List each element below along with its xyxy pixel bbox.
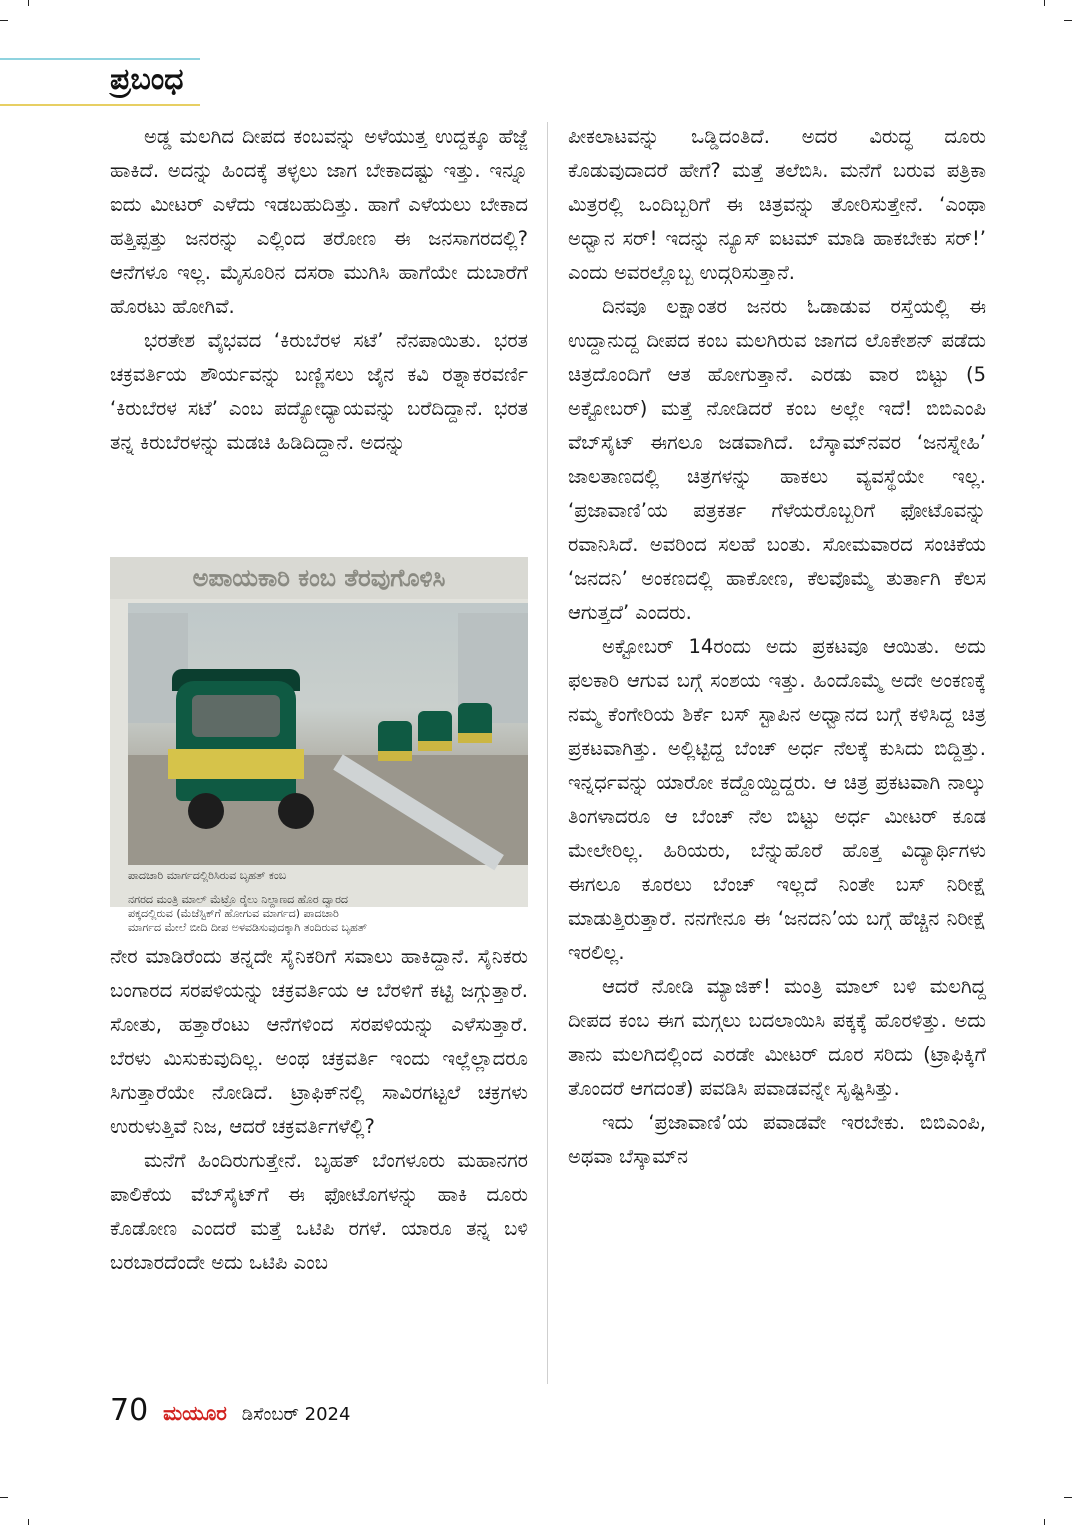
clipping-caption xyxy=(128,869,524,935)
auto-rickshaw xyxy=(458,703,492,743)
header-rule-bottom xyxy=(0,104,200,106)
issue-date: ಡಿಸೆಂಬರ್ 2024 xyxy=(241,1404,351,1425)
crop-mark xyxy=(1044,1519,1045,1525)
page-number: 70 xyxy=(110,1393,149,1428)
right-column xyxy=(568,120,986,1174)
auto-rickshaw xyxy=(418,711,452,751)
clipping-headline: ಅಪಾಯಕಾರಿ ಕಂಬ ತೆರವುಗೊಳಿಸಿ xyxy=(110,557,528,599)
crop-mark xyxy=(1044,0,1045,6)
paragraph: ನೇರ ಮಾಡಿರೆಂದು ತನ್ನದೇ ಸೈನಿಕರಿಗೆ ಸವಾಲು ಹಾಕಿದ್ದಾನೆ. ಸೈನಿಕರು ಬಂಗಾರದ ಸರಪಳಿಯನ್ನು ಚಕ್ರವರ್ತಿಯ ಆ ಬೆರಳಿಗೆ ಕಟ್ಟಿ ಜಗ್ಗುತ್ತಾರೆ. ಸೋತು, ಹತ್ತಾರೆಂಟು ಆನೆಗಳಿಂದ ಸರಪಳಿಯನ್ನು ಎಳೆಸುತ್ತಾರೆ. ಬೆರಳು ಮಿಸುಕುವುದಿಲ್ಲ. ಅಂಥ ಚಕ್ರವರ್ತಿ ಇಂದು ಇಲ್ಲೆಲ್ಲಾದರೂ ಸಿಗುತ್ತಾರೆಯೇ ನೋಡಿದೆ. ಟ್ರಾಫಿಕ್‌ನಲ್ಲಿ ಸಾವಿರಗಟ್ಟಲೆ ಚಕ್ರಗಳು ಉರುಳುತ್ತಿವೆ ನಿಜ, ಆದರೆ ಚಕ್ರವರ್ತಿಗಳೆಲ್ಲಿ? xyxy=(110,945,528,1138)
header-rule-top xyxy=(0,58,200,60)
street-photo xyxy=(128,603,528,865)
column-divider xyxy=(547,122,548,1384)
newspaper-clipping xyxy=(110,557,528,934)
caption-line: ಪಕ್ಕದಲ್ಲಿರುವ (ಮೆಜೆಸ್ಟಿಕ್‌ಗೆ ಹೋಗುವ ಮಾರ್ಗದ) ಪಾದಚಾರಿ xyxy=(128,907,339,920)
auto-rickshaw xyxy=(378,721,412,761)
caption-line: ಪಾದಚಾರಿ ಮಾರ್ಗದಲ್ಲಿರಿಸಿರುವ ಬೃಹತ್ ಕಂಬ xyxy=(128,869,287,882)
caption-line: ನಗರದ ಮಂತ್ರಿ ಮಾಲ್ ಮೆಟ್ರೊ ರೈಲು ನಿಲ್ದಾಣದ ಹೊರ ದ್ವಾರದ xyxy=(128,893,349,906)
left-column-continued xyxy=(110,940,528,1280)
paragraph: ಮನೆಗೆ ಹಿಂದಿರುಗುತ್ತೇನೆ. ಬೃಹತ್ ಬೆಂಗಳೂರು ಮಹಾನಗರ ಪಾಲಿಕೆಯ ವೆಬ್‌ಸೈಟ್‌ಗೆ ಈ ಫೋಟೊಗಳನ್ನು ಹಾಕಿ ದೂರು ಕೊಡೋಣ ಎಂದರೆ ಮತ್ತೆ ಒಟಿಪಿ ರಗಳೆ. ಯಾರೂ ತನ್ನ ಬಳಿ ಬರಬಾರದೆಂದೇ ಅದು ಒಟಿಪಿ ಎಂಬ xyxy=(110,1149,528,1274)
paragraph: ದಿನವೂ ಲಕ್ಷಾಂತರ ಜನರು ಓಡಾಡುವ ರಸ್ತೆಯಲ್ಲಿ ಈ ಉದ್ದಾನುದ್ದ ದೀಪದ ಕಂಬ ಮಲಗಿರುವ ಜಾಗದ ಲೊಕೇಶನ್ ಪಡೆದು ಚಿತ್ರದೊಂದಿಗೆ ಆತ ಹೋಗುತ್ತಾನೆ. ಎರಡು ವಾರ ಬಿಟ್ಟು (5 ಅಕ್ಟೋಬರ್) ಮತ್ತೆ ನೋಡಿದರೆ ಕಂಬ ಅಲ್ಲೇ ಇದೆ! ಬಿಬಿಎಂಪಿ ವೆಬ್‌ಸೈಟ್ ಈಗಲೂ ಜಡವಾಗಿದೆ. ಬೆಸ್ಕಾಮ್‌ನವರ ‘ಜನಸ್ನೇಹಿ’ ಜಾಲತಾಣದಲ್ಲಿ ಚಿತ್ರಗಳನ್ನು ಹಾಕಲು ವ್ಯವಸ್ಥೆಯೇ ಇಲ್ಲ. ‘ಪ್ರಜಾವಾಣಿ’ಯ ಪತ್ರಕರ್ತ ಗೆಳೆಯರೊಬ್ಬರಿಗೆ ಫೋಟೊವನ್ನು ರವಾನಿಸಿದೆ. ಅವರಿಂದ ಸಲಹೆ ಬಂತು. ಸೋಮವಾರದ ಸಂಚಿಕೆಯ ‘ಜನದನಿ’ ಅಂಕಣದಲ್ಲಿ ಹಾಕೋಣ, ಕೆಲವೊಮ್ಮೆ ತುರ್ತಾಗಿ ಕೆಲಸ ಆಗುತ್ತದೆ’ ಎಂದರು. xyxy=(568,295,986,624)
magazine-logo: ಮಯೂರ xyxy=(163,1401,227,1425)
paragraph: ಅಡ್ಡ ಮಲಗಿದ ದೀಪದ ಕಂಬವನ್ನು ಅಳೆಯುತ್ತ ಉದ್ದಕ್ಕೂ ಹೆಜ್ಜೆ ಹಾಕಿದೆ. ಅದನ್ನು ಹಿಂದಕ್ಕೆ ತಳ್ಳಲು ಜಾಗ ಬೇಕಾದಷ್ಟು ಇತ್ತು. ಇನ್ನೂ ಐದು ಮೀಟರ್ ಎಳೆದು ಇಡಬಹುದಿತ್ತು. ಹಾಗೆ ಎಳೆಯಲು ಬೇಕಾದ ಹತ್ತಿಪ್ಪತ್ತು ಜನರನ್ನು ಎಲ್ಲಿಂದ ತರೋಣ ಈ ಜನಸಾಗರದಲ್ಲಿ? ಆನೆಗಳೂ ಇಲ್ಲ. ಮೈಸೂರಿನ ದಸರಾ ಮುಗಿಸಿ ಹಾಗೆಯೇ ದುಬಾರೆಗೆ ಹೊರಟು ಹೋಗಿವೆ. xyxy=(110,125,528,318)
paragraph: ಇದು ‘ಪ್ರಜಾವಾಣಿ’ಯ ಪವಾಡವೇ ಇರಬೇಕು. ಬಿಬಿಎಂಪಿ, ಅಥವಾ ಬೆಸ್ಕಾಮ್‌ನ xyxy=(568,1111,986,1168)
crop-mark xyxy=(0,1497,8,1498)
auto-rickshaw-window xyxy=(192,695,280,737)
paragraph: ಪೀಕಲಾಟವನ್ನು ಒಡ್ಡಿದಂತಿದೆ. ಅದರ ವಿರುದ್ಧ ದೂರು ಕೊಡುವುದಾದರೆ ಹೇಗೆ? ಮತ್ತೆ ತಲೆಬಿಸಿ. ಮನೆಗೆ ಬರುವ ಪತ್ರಿಕಾ ಮಿತ್ರರಲ್ಲಿ ಒಂದಿಬ್ಬರಿಗೆ ಈ ಚಿತ್ರವನ್ನು ತೋರಿಸುತ್ತೇನೆ. ‘ಎಂಥಾ ಅಧ್ವಾನ ಸರ್! ಇದನ್ನು ನ್ಯೂಸ್ ಐಟಮ್ ಮಾಡಿ ಹಾಕಬೇಕು ಸರ್!’ ಎಂದು ಅವರಲ್ಲೊಬ್ಬ ಉದ್ಗರಿಸುತ್ತಾನೆ. xyxy=(568,125,986,284)
crop-mark xyxy=(1064,20,1072,21)
paragraph: ಭರತೇಶ ವೈಭವದ ‘ಕಿರುಬೆರಳ ಸಟೆ’ ನೆನಪಾಯಿತು. ಭರತ ಚಕ್ರವರ್ತಿಯ ಶೌರ್ಯವನ್ನು ಬಣ್ಣಿಸಲು ಜೈನ ಕವಿ ರತ್ನಾಕರವರ್ಣಿ ‘ಕಿರುಬೆರಳ ಸಟೆ’ ಎಂಬ ಪದ್ಯೋಧ್ಯಾಯವನ್ನು ಬರೆದಿದ್ದಾನೆ. ಭರತ ತನ್ನ ಕಿರುಬೆರಳನ್ನು ಮಡಚಿ ಹಿಡಿದಿದ್ದಾನೆ. ಅದನ್ನು xyxy=(110,329,528,454)
paragraph: ಆದರೆ ನೋಡಿ ಮ್ಯಾಜಿಕ್! ಮಂತ್ರಿ ಮಾಲ್ ಬಳಿ ಮಲಗಿದ್ದ ದೀಪದ ಕಂಬ ಈಗ ಮಗ್ಗಲು ಬದಲಾಯಿಸಿ ಪಕ್ಕಕ್ಕೆ ಹೊರಳಿತ್ತು. ಅದು ತಾನು ಮಲಗಿದಲ್ಲಿಂದ ಎರಡೇ ಮೀಟರ್ ದೂರ ಸರಿದು (ಟ್ರಾಫಿಕ್ಕಿಗೆ ತೊಂದರೆ ಆಗದಂತೆ) ಪವಡಿಸಿ ಪವಾಡವನ್ನೇ ಸೃಷ್ಟಿಸಿತ್ತು. xyxy=(568,975,986,1100)
paragraph: ಅಕ್ಟೋಬರ್ 14ರಂದು ಅದು ಪ್ರಕಟವೂ ಆಯಿತು. ಅದು ಫಲಕಾರಿ ಆಗುವ ಬಗ್ಗೆ ಸಂಶಯ ಇತ್ತು. ಹಿಂದೊಮ್ಮೆ ಅದೇ ಅಂಕಣಕ್ಕೆ ನಮ್ಮ ಕೆಂಗೇರಿಯ ಶಿರ್ಕೆ ಬಸ್ ಸ್ಟಾಪಿನ ಅಧ್ವಾನದ ಬಗ್ಗೆ ಕಳಿಸಿದ್ದ ಚಿತ್ರ ಪ್ರಕಟವಾಗಿತ್ತು. ಅಲ್ಲಿಟ್ಟಿದ್ದ ಬೆಂಚ್ ಅರ್ಧ ನೆಲಕ್ಕೆ ಕುಸಿದು ಬಿದ್ದಿತ್ತು. ಇನ್ನರ್ಧವನ್ನು ಯಾರೋ ಕದ್ದೊಯ್ದಿದ್ದರು. ಆ ಚಿತ್ರ ಪ್ರಕಟವಾಗಿ ನಾಲ್ಕು ತಿಂಗಳಾದರೂ ಆ ಬೆಂಚ್ ನೆಲ ಬಿಟ್ಟು ಅರ್ಧ ಮೀಟರ್ ಕೂಡ ಮೇಲೇರಿಲ್ಲ. ಹಿರಿಯರು, ಬೆನ್ನುಹೊರೆ ಹೊತ್ತ ವಿದ್ಯಾರ್ಥಿಗಳು ಈಗಲೂ ಕೂರಲು ಬೆಂಚ್ ಇಲ್ಲದೆ ನಿಂತೇ ಬಸ್ ನಿರೀಕ್ಷೆ ಮಾಡುತ್ತಿರುತ್ತಾರೆ. ನನಗೇನೂ ಈ ‘ಜನದನಿ’ಯ ಬಗ್ಗೆ ಹೆಚ್ಚಿನ ನಿರೀಕ್ಷೆ ಇರಲಿಲ್ಲ. xyxy=(568,635,986,964)
crop-mark xyxy=(0,20,8,21)
section-title: ಪ್ರಬಂಧ xyxy=(110,62,184,97)
crop-mark xyxy=(1064,1497,1072,1498)
page-footer xyxy=(110,1393,350,1428)
caption-line: ಮಾರ್ಗದ ಮೇಲೆ ಬೀದಿ ದೀಪ ಅಳವಡಿಸುವುದಕ್ಕಾಗಿ ತಂದಿರುವ ಬೃಹತ್ xyxy=(128,921,368,934)
auto-rickshaw-panel xyxy=(168,749,304,779)
wheel xyxy=(278,793,314,829)
wheel xyxy=(188,793,224,829)
crop-mark xyxy=(28,1519,29,1525)
crop-mark xyxy=(28,0,29,6)
